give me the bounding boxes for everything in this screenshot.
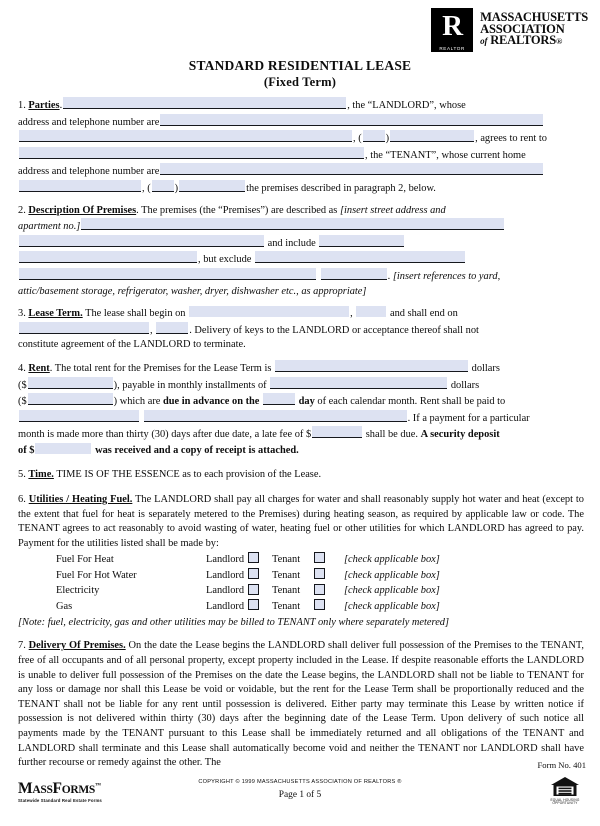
section-7-heading: Delivery Of Premises.	[28, 640, 126, 652]
section-1-heading: Parties	[28, 100, 60, 111]
section-6-heading: Utilities / Heating Fuel.	[28, 494, 133, 506]
rent-payee-field-1[interactable]	[19, 410, 139, 422]
tenant-checkbox-fuel-for-hot-water[interactable]	[314, 568, 338, 584]
landlord-area-code-field[interactable]	[363, 130, 385, 142]
section-4-number: 4.	[18, 362, 26, 374]
premises-address-field-1[interactable]	[81, 218, 504, 230]
section-time	[18, 468, 584, 483]
massforms-ass: ASS	[32, 784, 53, 797]
section-7-number: 7.	[18, 640, 26, 652]
monthly-installment-amount-field[interactable]	[28, 393, 113, 405]
section-1-text-8: , (	[142, 182, 151, 194]
assoc-of: of	[480, 36, 488, 47]
premises-include-field-2[interactable]	[19, 251, 197, 263]
lease-begin-year-field[interactable]	[356, 306, 386, 317]
lease-end-year-field[interactable]	[156, 322, 188, 334]
tenant-address-field-2[interactable]	[19, 180, 141, 192]
section-2-text-5: .	[387, 270, 391, 282]
assoc-line-association: ASSOCIATION	[480, 21, 565, 36]
section-3-text-3: and shall end on	[389, 308, 458, 320]
tenant-checkbox-gas[interactable]	[314, 599, 338, 615]
table-row	[56, 568, 440, 584]
table-row	[56, 584, 440, 600]
rent-payee-field-2[interactable]	[144, 410, 407, 422]
total-rent-amount-field[interactable]	[28, 377, 113, 389]
tenant-label: Tenant	[272, 553, 301, 565]
utilities-metering-note: [Note: fuel, electricity, gas and other utilities may be billed to TENANT only where separately metered]	[18, 616, 450, 628]
section-2-heading: Description Of Premises	[28, 204, 137, 216]
landlord-checkbox-gas[interactable]	[248, 599, 272, 615]
eho-caption-line-2: OPPORTUNITY	[552, 801, 578, 806]
massforms-tm: ™	[95, 783, 101, 789]
section-1-text-1: , the “LANDLORD”, whose	[347, 100, 466, 111]
late-fee-field[interactable]	[312, 426, 362, 438]
premises-exclude-field-2[interactable]	[19, 268, 316, 280]
tenant-label: Tenant	[272, 569, 301, 581]
tenant-address-field-1[interactable]	[160, 163, 543, 175]
section-delivery-of-premises	[18, 639, 584, 770]
section-4-text-12: month is made more than thirty (30) days after due date, a late fee of $	[18, 429, 312, 441]
checkbox-icon[interactable]	[248, 552, 259, 563]
section-2-instruction-4: attic/basement storage, refrigerator, washer, dryer, dishwasher etc., as appropriate]	[18, 285, 367, 297]
page-title	[0, 58, 600, 90]
checkbox-icon[interactable]	[314, 568, 325, 579]
section-2-instruction-1: [insert street address and	[339, 204, 446, 216]
mass-association-realtors-logo	[431, 8, 588, 52]
tenant-checkbox-electricity[interactable]	[314, 584, 338, 600]
checkbox-icon[interactable]	[248, 599, 259, 610]
landlord-label: Landlord	[206, 600, 245, 612]
premises-exclude-field-1[interactable]	[255, 251, 465, 263]
copyright-notice: COPYRIGHT © 1999 MASSACHUSETTS ASSOCIATION OF REALTORS ®	[198, 779, 402, 785]
section-6-body: The LANDLORD shall pay all charges for water and shall reasonably supply hot water and heat (except to the extent that fuel for heat is separately metered to the Premises) during heating season, as required by applicable law or code. The TENANT agrees to act reasonably to avoid wasting of water, heating fuel or other utilities for which LANDLORD has agreed to pay. Payment for the utilities listed shall be made by:	[18, 494, 584, 549]
premises-exclude-field-3[interactable]	[321, 268, 387, 280]
landlord-checkbox-fuel-for-hot-water[interactable]	[248, 568, 272, 584]
massforms-f: F	[52, 780, 62, 798]
section-rent	[18, 360, 584, 459]
realtor-r-glyph: R	[442, 10, 463, 42]
form-number: Form No. 401	[537, 760, 586, 770]
due-day-field[interactable]	[263, 393, 295, 405]
page-footer	[0, 756, 600, 826]
assoc-line-massachusetts: MASSACHUSETTS	[480, 10, 588, 25]
landlord-label: Landlord	[206, 569, 245, 581]
section-1-text-10: the premises described in paragraph 2, below.	[246, 182, 436, 194]
massforms-orms: ORMS	[61, 784, 96, 797]
landlord-checkbox-electricity[interactable]	[248, 584, 272, 600]
checkbox-icon[interactable]	[314, 584, 325, 595]
eho-caption-line-1: EQUAL HOUSING	[550, 797, 580, 802]
massforms-tagline: Statewide Standard Real Estate Forms	[18, 798, 102, 804]
association-wordmark	[480, 12, 588, 48]
section-5-heading: Time.	[28, 469, 54, 481]
security-deposit-field[interactable]	[35, 443, 91, 454]
tenant-phone-field[interactable]	[179, 180, 245, 192]
section-4-heading: Rent	[28, 362, 50, 374]
section-1-text-4: )	[385, 133, 390, 145]
section-3-text-2: ,	[350, 308, 353, 320]
utility-label: Fuel For Heat	[56, 553, 114, 565]
section-4-text-1: . The total rent for the Premises for the Lease Term is	[49, 362, 272, 374]
section-2-text-1: . The premises (the “Premises”) are described as	[136, 204, 338, 216]
utilities-payment-table	[56, 552, 440, 614]
section-4-text-8: due in advance on the	[163, 396, 260, 408]
title-main: STANDARD RESIDENTIAL LEASE	[188, 58, 412, 73]
table-row	[56, 552, 440, 568]
landlord-label: Landlord	[206, 553, 245, 565]
section-4-text-5: dollars	[450, 379, 480, 391]
lease-body	[18, 97, 584, 778]
landlord-label: Landlord	[206, 585, 245, 597]
utility-label: Fuel For Hot Water	[56, 569, 137, 581]
section-5-number: 5.	[18, 469, 26, 481]
section-3-text-4: ,	[150, 324, 153, 336]
tenant-area-code-field[interactable]	[152, 180, 174, 192]
tenant-label: Tenant	[272, 585, 301, 597]
lease-begin-date-field[interactable]	[189, 306, 349, 317]
check-applicable-note: [check applicable box]	[344, 553, 440, 565]
section-3-text-5: . Delivery of keys to the LANDLORD or acceptance thereof shall not	[189, 324, 479, 336]
section-4-text-7: ) which are	[113, 396, 161, 408]
section-5-text-1: TIME IS OF THE ESSENCE as to each provision of the Lease.	[56, 469, 322, 481]
landlord-name-field[interactable]	[63, 97, 346, 109]
utility-label: Electricity	[56, 585, 100, 597]
section-4-text-6: ($	[18, 396, 27, 408]
check-applicable-note: [check applicable box]	[344, 585, 440, 597]
section-1-text-7: address and telephone number are	[18, 166, 160, 178]
utility-label: Gas	[56, 600, 73, 612]
section-4-text-14: A security deposit	[420, 429, 500, 441]
section-7-body: On the date the Lease begins the LANDLORD shall deliver full possession of the Premises to the TENANT, free of all occupants and of all personal property, except property included in the Lease. If despite reasonable efforts the LANDLORD is unable to deliver full possession of the Premises on the date the Lease begins, the LANDLORD shall not be liable to TENANT for any loss or damage nor shall this Lease be void or voidable, but the rent for the Lease Term shall be proportionally reduced and the TENANT shall not be liable for any rent until possession is delivered. Either party may terminate this Lease by written notice if possession is not delivered within thirty (30) days after the beginning date of the Lease Term. Upon delivery of such notice all payments made by the TENANT pursuant to this Lease shall be immediately returned and all obligations of the TENANT and LANDLORD shall terminate and this Lease shall automatically become void and neither the TENANT nor LANDLORD shall have further recourse or remedy against the other. The	[18, 640, 584, 769]
section-3-text-6: constitute agreement of the LANDLORD to terminate.	[18, 339, 246, 351]
section-description-of-premises	[18, 204, 584, 300]
landlord-phone-field[interactable]	[390, 130, 474, 142]
checkbox-icon[interactable]	[248, 568, 259, 579]
landlord-checkbox-fuel-for-heat[interactable]	[248, 552, 272, 568]
assoc-reg-mark: ®	[555, 36, 563, 47]
section-4-text-4: ), payable in monthly installments of	[113, 379, 267, 391]
tenant-name-field[interactable]	[19, 147, 364, 159]
section-6-number: 6.	[18, 494, 26, 506]
section-parties: 1. Parties. , the “LANDLORD”, whose address and telephone number are , ( ) , agrees to rent to , the “TENANT”, whose current home address and telephone number are , ( ) the premises described in paragraph 2, below.	[18, 97, 584, 197]
total-rent-words-field[interactable]	[275, 360, 468, 372]
realtor-r-icon	[431, 8, 473, 52]
section-4-text-10: of each calendar month. Rent shall be paid to	[317, 396, 506, 408]
premises-address-field-2[interactable]	[19, 235, 264, 247]
equal-housing-house-glyph	[550, 776, 580, 798]
realtor-caption: REALTOR	[431, 45, 473, 53]
section-4-text-11: . If a payment for a particular	[407, 412, 530, 424]
section-2-text-3: and include	[267, 237, 316, 249]
page-number: Page 1 of 5	[278, 790, 322, 800]
section-4-text-3: ($	[18, 379, 27, 391]
section-4-text-9: day	[298, 396, 315, 408]
section-1-text-9: )	[174, 182, 179, 194]
section-1-number: 1.	[18, 100, 26, 111]
equal-housing-opportunity-icon	[550, 776, 580, 806]
landlord-address-field-1[interactable]	[160, 114, 543, 126]
section-4-text-15: of $	[18, 444, 35, 456]
section-4-text-2: dollars	[471, 362, 500, 374]
tenant-checkbox-fuel-for-heat[interactable]	[314, 552, 338, 568]
section-3-number: 3.	[18, 308, 26, 320]
section-1-text-6: , the “TENANT”, whose current home	[365, 149, 526, 161]
section-2-instruction-3: [insert references to yard,	[392, 270, 501, 282]
section-2-number: 2.	[18, 204, 26, 216]
section-1-text-2: address and telephone number are	[18, 116, 160, 128]
section-2-text-4: , but exclude	[198, 254, 252, 266]
section-2-instruction-2: apartment no.]	[18, 221, 81, 233]
title-sub: (Fixed Term)	[263, 75, 337, 89]
section-lease-term	[18, 306, 584, 353]
check-applicable-note: [check applicable box]	[344, 600, 440, 612]
assoc-line-realtors: REALTORS	[490, 33, 556, 48]
section-1-text-5: , agrees to rent to	[475, 133, 547, 145]
checkbox-icon[interactable]	[314, 552, 325, 563]
checkbox-icon[interactable]	[248, 584, 259, 595]
section-3-text-1: The lease shall begin on	[85, 308, 186, 320]
table-row	[56, 599, 440, 615]
section-1-text-3: , (	[353, 133, 362, 145]
checkbox-icon[interactable]	[314, 599, 325, 610]
section-utilities-heating-fuel	[18, 493, 584, 630]
section-3-heading: Lease Term.	[28, 308, 83, 320]
check-applicable-note: [check applicable box]	[344, 569, 440, 581]
tenant-label: Tenant	[272, 600, 301, 612]
monthly-installment-words-field[interactable]	[270, 377, 447, 389]
premises-include-field-1[interactable]	[319, 235, 404, 247]
section-4-text-13: shall be due.	[365, 429, 418, 441]
massforms-m: M	[18, 780, 33, 798]
landlord-address-field-2[interactable]	[19, 130, 352, 142]
lease-end-date-field[interactable]	[19, 322, 149, 334]
section-4-text-16: was received and a copy of receipt is attached.	[95, 444, 299, 456]
